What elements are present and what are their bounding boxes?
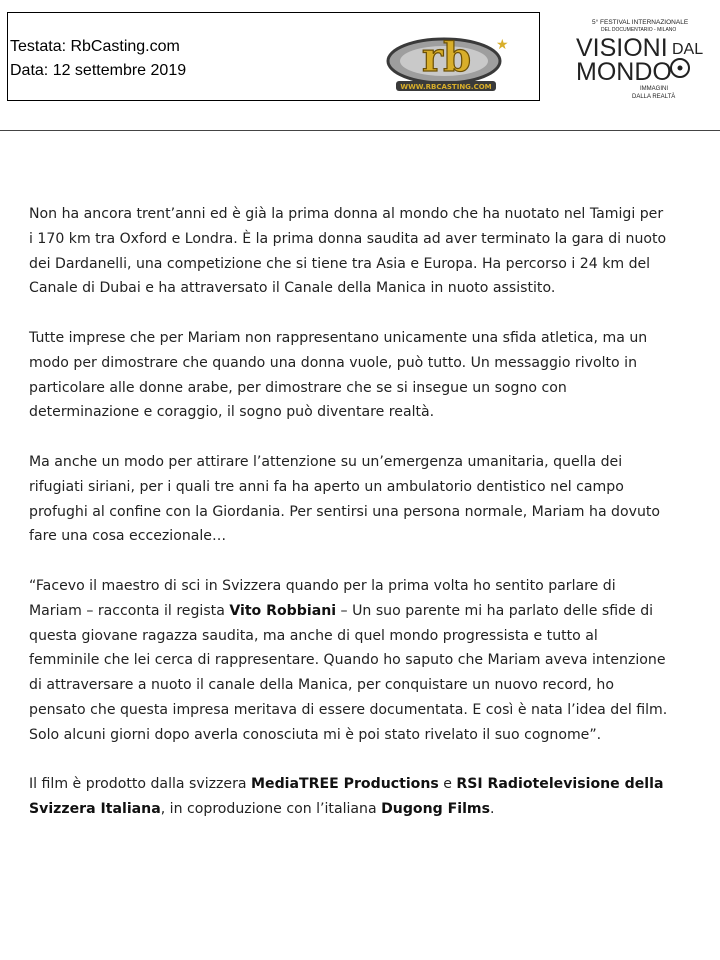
text-line: di attraversare a nuoto il canale della Manica, per conquistare un nuovo record, ho <box>29 677 614 694</box>
text-line: modo per dimostrare che quando una donna vuole, può tutto. Un messaggio rivolto in <box>29 354 637 371</box>
text-run: Mariam – racconta il regista <box>29 602 230 619</box>
text-line: Tutte imprese che per Mariam non rappresentano unicamente una sfida atletica, ma un <box>29 329 648 346</box>
text-line: dei Dardanelli, una competizione che si tiene tra Asia e Europa. Ha percorso i 24 km del <box>29 255 651 272</box>
rb-logo-url: WWW.RBCASTING.COM <box>400 83 492 91</box>
text-line: “Facevo il maestro di sci in Svizzera quando per la prima volta ho sentito parlare di <box>29 577 616 594</box>
festival-sub-2: DALLA REALTÀ <box>632 94 676 100</box>
text-run: Il film è prodotto dalla svizzera <box>29 776 251 793</box>
header-divider <box>0 130 720 131</box>
producer-rsi-cont: Svizzera Italiana <box>29 801 161 818</box>
text-line: determinazione e coraggio, il sogno può diventare realtà. <box>29 404 435 421</box>
festival-line-1: 5° FESTIVAL INTERNAZIONALE <box>592 19 689 26</box>
text-line: questa giovane ragazza saudita, ma anche di quel mondo progressista e tutto al <box>29 627 598 644</box>
text-line: Canale di Dubai e ha attraversato il Canale della Manica in nuoto assistito. <box>29 280 556 297</box>
paragraph-5-credits <box>29 772 715 822</box>
festival-word-visioni: VISIONI <box>576 34 668 62</box>
director-name: Vito Robbiani <box>229 602 337 619</box>
festival-word-dal: DAL <box>672 41 704 58</box>
paragraph-4-quote <box>29 574 715 748</box>
text-line <box>29 772 715 797</box>
rbcasting-logo <box>386 21 516 99</box>
paragraph-3 <box>29 450 715 549</box>
header-box <box>7 12 540 101</box>
testata-label: Testata: RbCasting.com <box>10 38 180 55</box>
article-body <box>29 202 715 847</box>
paragraph-1 <box>29 202 715 301</box>
text-line <box>29 599 715 624</box>
text-line: fare una cosa eccezionale… <box>29 528 227 545</box>
text-line: rifugiati siriani, per i quali tre anni fa ha aperto un ambulatorio dentistico nel campo <box>29 478 624 495</box>
text-run: . <box>490 801 495 818</box>
text-line: particolare alle donne arabe, per dimostrare che se si insegue un sogno con <box>29 379 567 396</box>
text-run: e <box>438 776 457 793</box>
producer-mediatree: MediaTREE Productions <box>251 776 439 793</box>
festival-word-mondo: MONDO <box>576 58 672 86</box>
text-line <box>29 797 715 822</box>
visioni-dal-mondo-logo <box>568 14 706 104</box>
producer-rsi: RSI Radiotelevisione della <box>456 776 664 793</box>
text-line: profughi al confine con la Giordania. Per sentirsi una persona normale, Mariam ha dovuto <box>29 503 661 520</box>
date-label: Data: 12 settembre 2019 <box>10 62 187 79</box>
paragraph-2 <box>29 326 715 425</box>
producer-dugong: Dugong Films <box>381 801 491 818</box>
text-line: i 170 km tra Oxford e Londra. È la prima donna saudita ad aver terminato la gara di nuoto <box>29 230 667 247</box>
festival-line-2: DEL DOCUMENTARIO - MILANO <box>601 27 677 33</box>
source-meta <box>10 35 186 83</box>
text-run: , in coproduzione con l’italiana <box>160 801 382 818</box>
text-line: pensato che questa impresa meritava di essere documentata. E così è nata l’idea del film. <box>29 701 668 718</box>
rb-logo-text: rb <box>422 34 472 81</box>
festival-sub-1: IMMAGINI <box>640 86 668 92</box>
text-line: Non ha ancora trent’anni ed è già la prima donna al mondo che ha nuotato nel Tamigi per <box>29 206 664 222</box>
star-icon: ★ <box>496 37 509 53</box>
text-run: – Un suo parente mi ha parlato delle sfide di <box>336 602 654 619</box>
text-line: Solo alcuni giorni dopo averla conosciuta mi è poi stato rivelato il suo cognome”. <box>29 726 602 743</box>
text-line: Ma anche un modo per attirare l’attenzione su un’emergenza umanitaria, quella dei <box>29 453 623 470</box>
text-line: femminile che lei cerca di rappresentare. Quando ho saputo che Mariam aveva intenzione <box>29 652 666 669</box>
